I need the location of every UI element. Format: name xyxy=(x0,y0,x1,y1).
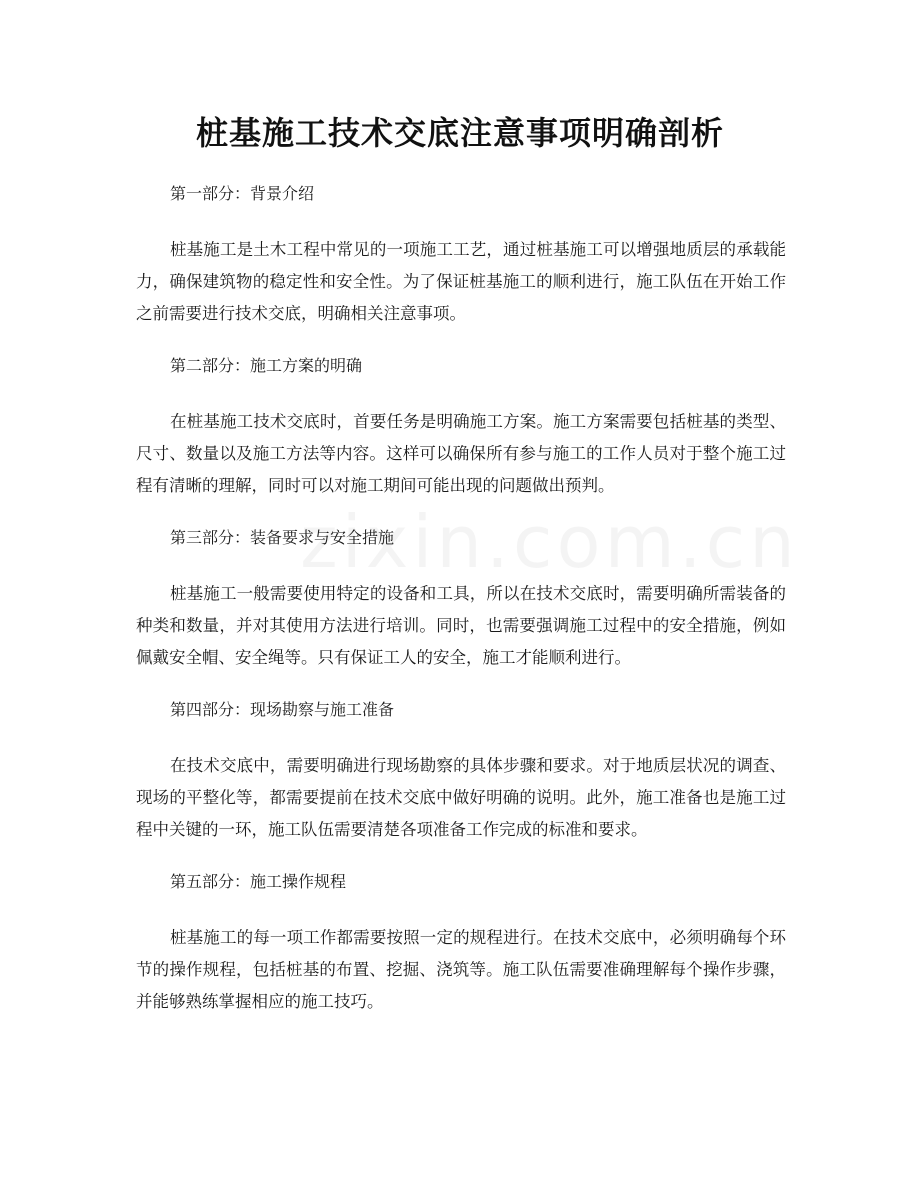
section-heading-1: 第一部分：背景介绍 xyxy=(170,184,315,203)
section-heading-4: 第四部分：现场勘察与施工准备 xyxy=(170,700,395,719)
section-paragraph-3: 桩基施工一般需要使用特定的设备和工具，所以在技术交底时，需要明确所需装备的种类和数量，并对其使用方法进行培训。同时，也需要强调施工过程中的安全措施，例如佩戴安全帽、安全绳等。只有保证工人的安全，施工才能顺利进行。 xyxy=(136,584,786,667)
section-heading-2: 第二部分：施工方案的明确 xyxy=(170,356,363,375)
section-paragraph-1: 桩基施工是土木工程中常见的一项施工工艺，通过桩基施工可以增强地质层的承载能力，确保建筑物的稳定性和安全性。为了保证桩基施工的顺利进行，施工队伍在开始工作之前需要进行技术交底，明确相关注意事项。 xyxy=(136,240,786,323)
section-paragraph-4: 在技术交底中，需要明确进行现场勘察的具体步骤和要求。对于地质层状况的调查、现场的平整化等，都需要提前在技术交底中做好明确的说明。此外，施工准备也是施工过程中关键的一环，施工队伍需要清楚各项准备工作完成的标准和要求。 xyxy=(136,756,786,839)
section-heading-5: 第五部分：施工操作规程 xyxy=(170,872,347,891)
document-body xyxy=(136,178,786,1038)
document-title: 桩基施工技术交底注意事项明确剖析 xyxy=(195,114,724,152)
section-paragraph-5: 桩基施工的每一项工作都需要按照一定的规程进行。在技术交底中，必须明确每个环节的操作规程，包括桩基的布置、挖掘、浇筑等。施工队伍需要准确理解每个操作步骤，并能够熟练掌握相应的施工技巧。 xyxy=(136,928,786,1011)
section-heading-3: 第三部分：装备要求与安全措施 xyxy=(170,528,395,547)
section-paragraph-2: 在桩基施工技术交底时，首要任务是明确施工方案。施工方案需要包括桩基的类型、尺寸、数量以及施工方法等内容。这样可以确保所有参与施工的工作人员对于整个施工过程有清晰的理解，同时可以对施工期间可能出现的问题做出预判。 xyxy=(136,412,786,495)
